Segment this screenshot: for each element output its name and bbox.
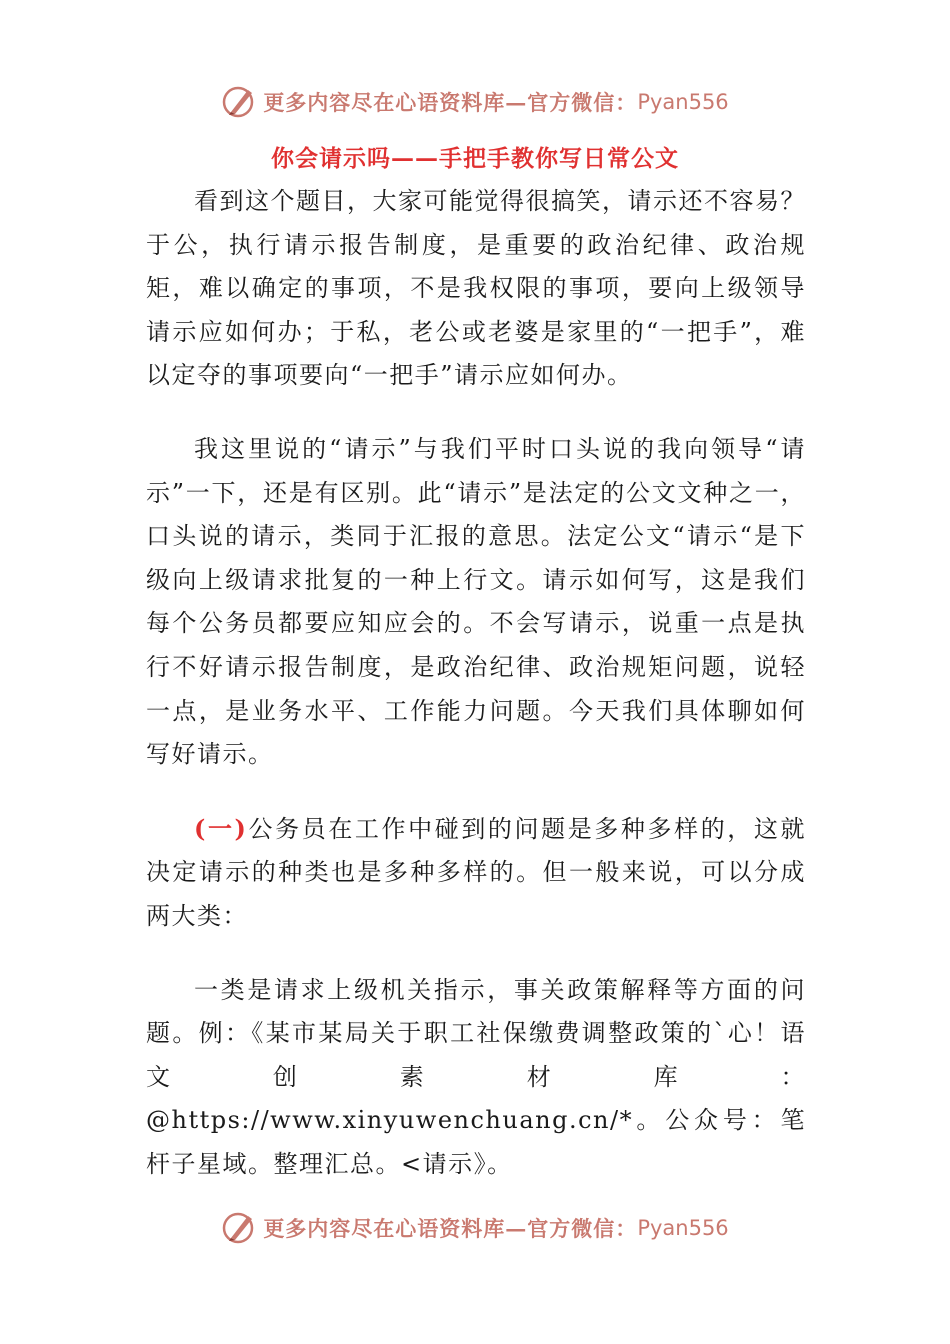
banner-text: 更多内容尽在心语资料库—官方微信：	[263, 90, 638, 115]
banner-wechat-id: Pyan556	[637, 1216, 729, 1240]
pen-logo-icon	[221, 84, 257, 120]
paragraph: 看到这个题目，大家可能觉得很搞笑，请示还不容易？于公，执行请示报告制度，是重要的政治纪律、政治规矩，难以确定的事项，不是我权限的事项，要向上级领导请示应如何办；于私，老公或老婆是家里的“一把手”，难以定夺的事项要向“一把手”请示应如何办。	[146, 187, 806, 390]
banner-wechat-id: Pyan556	[637, 90, 729, 114]
section-paragraph	[146, 807, 806, 939]
pen-logo-icon	[221, 1210, 257, 1246]
article-body	[146, 180, 806, 1186]
header-watermark-banner	[0, 82, 950, 122]
banner-text: 更多内容尽在心语资料库—官方微信：	[263, 1216, 638, 1241]
section-marker: (一)	[194, 813, 248, 843]
section-text: 公务员在工作中碰到的问题是多种多样的，这就决定请示的种类也是多种多样的。但一般来说，可以分成两大类：	[146, 814, 807, 930]
footer-watermark-banner	[0, 1208, 950, 1248]
page-title: 你会请示吗——手把手教你写日常公文	[271, 145, 679, 172]
paragraph: 我这里说的“请示”与我们平时口头说的我向领导“请示”一下，还是有区别。此“请示”是法定的公文文种之一，口头说的请示，类同于汇报的意思。法定公文“请示“是下级向上级请求批复的一种上行文。请示如何写，这是我们每个公务员都要应知应会的。不会写请示，说重一点是执行不好请示报告制度，是政治纪律、政治规矩问题，说轻一点，是业务水平、工作能力问题。今天我们具体聊如何写好请示。	[146, 434, 806, 769]
paragraph: 一类是请求上级机关指示，事关政策解释等方面的问题。例：《某市某局关于职工社保缴费调整政策的`心！语文创素材库：@https://www.xinyuwenchuang.cn/*。公众号：笔杆子星域。整理汇总。<请示》。	[146, 975, 806, 1178]
